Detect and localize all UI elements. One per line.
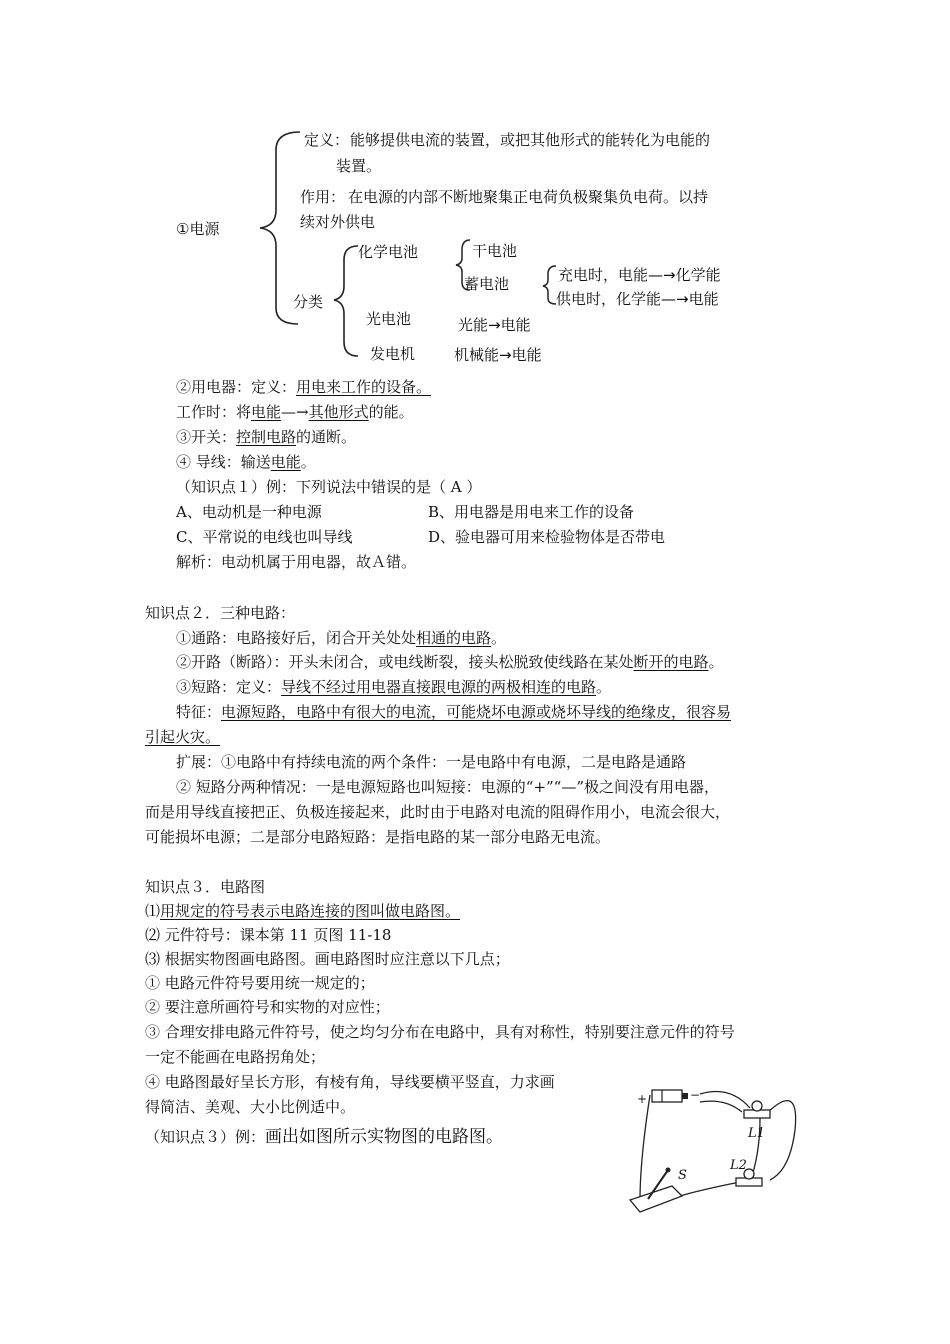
k3-item-6: ③ 合理安排电路元件符号，使之均匀分布在电路中，具有对称性，特别要注意元件的符号 [145,1023,735,1041]
option-b: B、用电器是用电来工作的设备 [428,503,635,521]
extend-line-1: 扩展：①电路中有持续电流的两个条件：一是电路中有电源，二是电路是通路 [176,753,687,771]
wire-left [640,1095,650,1200]
supply-conv: 供电时，化学能—→电能 [556,290,719,308]
class-label: 分类 [293,293,324,311]
short-circuit-line: ③短路：定义：导线不经过用电器直接跟电源的两极相连的电路。 [176,678,612,696]
wire-bottom [680,1182,740,1196]
photo-conv: 光能→电能 [458,316,531,334]
generator-conv: 机械能→电能 [454,346,542,364]
extend-line-4: 可能损坏电源；二是部分电路短路：是指电路的某一部分电路无电流。 [145,828,611,846]
lamp-l1-label: L1 [748,1126,765,1141]
use-text-2: 续对外供电 [300,213,376,231]
use-label: 作用： [300,188,346,206]
switch-label: S [678,1168,687,1183]
switch-base [630,1186,682,1212]
root-label: ①电源 [176,220,220,238]
k3-item-2: ⑵ 元件符号：课本第 11 页图 11-18 [145,926,392,944]
k3-example: （知识点３）例：画出如图所示实物图的电路图。 [145,1127,504,1147]
def-text-2: 装置。 [336,157,382,175]
battery-plus: + [637,1092,648,1106]
broken-circuit-line: ②开路（断路）：开头未闭合，或电线断裂，接头松脱致使线路在某处断开的电路。 [176,653,724,671]
feature-line: 特征：电源短路，电路中有很大的电流，可能烧坏电源或烧坏导线的绝缘皮，很容易 [176,703,732,721]
k3-item-6b: 一定不能画在电路拐角处； [145,1048,326,1066]
k3-item-7: ④ 电路图最好呈长方形，有棱有角，导线要横平竖直，力求画 [145,1073,555,1091]
wire-top-2 [700,1101,742,1112]
lamp-l1-bulb [752,1101,762,1111]
extend-line-3: 而是用导线直接把正、负极连接起来，此时由于电路对电流的阻碍作用小，电流会很大， [145,803,731,821]
battery-cap [682,1093,688,1099]
battery-minus: − [690,1088,701,1102]
k3-title: 知识点３．电路图 [145,878,266,896]
k3-item-4: ① 电路元件符号要用统一规定的； [145,974,375,992]
k3-item-1: ⑴用规定的符号表示电路连接的图叫做电路图。 [145,902,461,920]
k3-item-7b: 得简洁、美观、大小比例适中。 [145,1098,356,1116]
option-c: C、平常说的电线也叫导线 [176,528,353,546]
option-a: A、电动机是一种电源 [176,503,322,521]
appliance-line: ②用电器：定义：用电来工作的设备。 [176,378,432,396]
chem-battery: 化学电池 [358,243,419,261]
use-text-1: 在电源的内部不断地聚集正电荷负极聚集负电荷。以持 [348,188,709,206]
k3-item-5: ② 要注意所画符号和实物的对应性； [145,998,390,1016]
def-label: 定义： [304,131,350,149]
option-d: D、验电器可用来检验物体是否带电 [428,528,666,546]
lamp-l2-label: L2 [730,1158,747,1173]
feature-line-2: 引起火灾。 [145,728,221,746]
k3-item-3: ⑶ 根据实物图画电路图。画电路图时应注意以下几点； [145,950,510,968]
wire-line: ④ 导线：输送电能。 [176,453,316,471]
storage-battery: 蓄电池 [464,275,510,293]
def-text-1: 能够提供电流的装置，或把其他形式的能转化为电能的 [350,131,711,149]
wire-top-1 [700,1091,750,1108]
battery-body [652,1090,682,1102]
working-line: 工作时：将电能—→其他形式的能。 [176,403,414,421]
open-circuit-line: ①通路：电路接好后，闭合开关处处相通的电路。 [176,629,507,647]
extend-line-2: ② 短路分两种情况：一是电源短路也叫短接：电源的“+”“—”极之间没有用电器， [176,778,720,796]
switch-line: ③开关：控制电路的通断。 [176,428,357,446]
example-1: （知识点１）例：下列说法中错误的是（ A ） [176,478,482,496]
switch-knob [666,1168,671,1173]
generator: 发电机 [370,345,416,363]
answer-1: 解析：电动机属于用电器，故Ａ错。 [176,553,417,571]
k2-title: 知识点２．三种电路： [145,604,296,622]
charge-conv: 充电时，电能—→化学能 [558,266,721,284]
dry-battery: 干电池 [472,242,518,260]
photo-battery: 光电池 [366,310,412,328]
